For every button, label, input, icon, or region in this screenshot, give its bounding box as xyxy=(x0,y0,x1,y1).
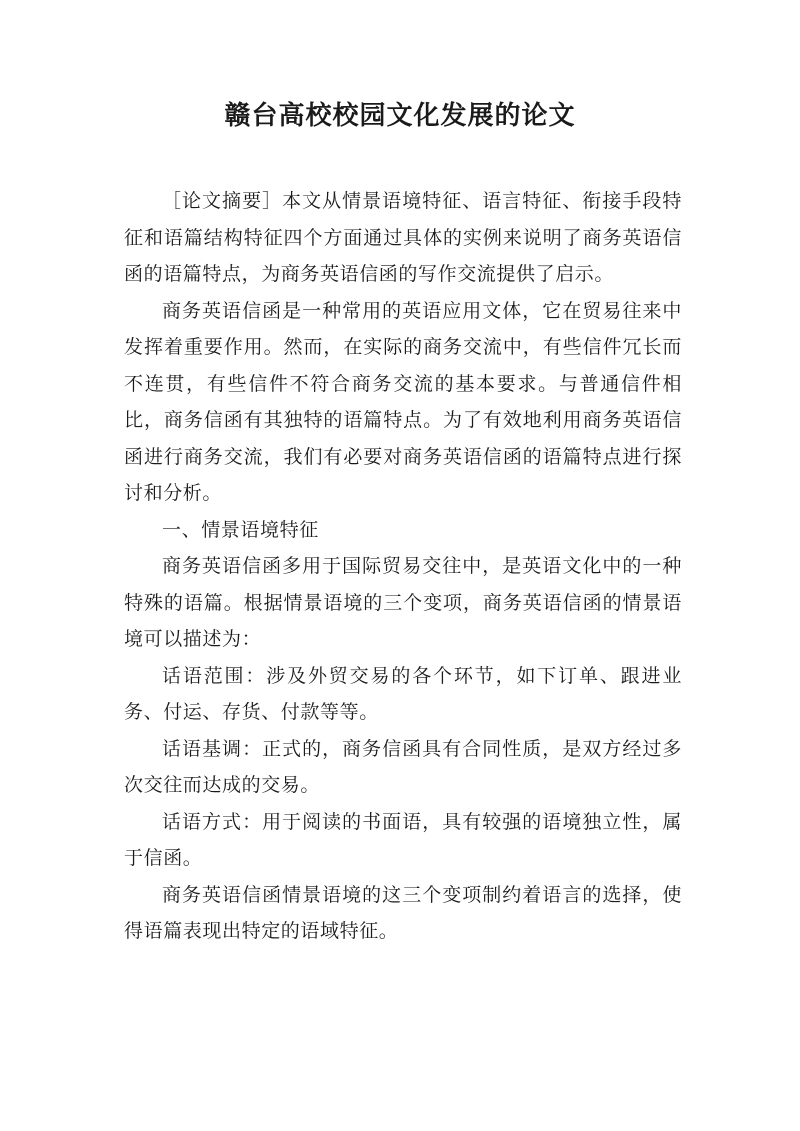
tenor-paragraph: 话语基调：正式的，商务信函具有合同性质，是双方经过多次交往而达成的交易。 xyxy=(124,737,682,796)
abstract-paragraph: ［论文摘要］本文从情景语境特征、语言特征、衔接手段特征和语篇结构特征四个方面通过具体的实例来说明了商务英语信函的语篇特点，为商务英语信函的写作交流提供了启示。 xyxy=(124,190,682,285)
intro-paragraph: 商务英语信函是一种常用的英语应用文体，它在贸易往来中发挥着重要作用。然而，在实际的商务交流中，有些信件冗长而不连贯，有些信件不符合商务交流的基本要求。与普通信件相比，商务信函有其独特的语篇特点。为了有效地利用商务英语信函进行商务交流，我们有必要对商务英语信函的语篇特点进行探讨和分析。 xyxy=(124,299,682,504)
body-paragraph: 商务英语信函多用于国际贸易交往中，是英语文化中的一种特殊的语篇。根据情景语境的三个变项，商务英语信函的情景语境可以描述为： xyxy=(124,555,682,650)
document-body xyxy=(124,183,682,950)
conclusion-paragraph: 商务英语信函情景语境的这三个变项制约着语言的选择，使得语篇表现出特定的语域特征。 xyxy=(124,883,682,942)
mode-paragraph: 话语方式：用于阅读的书面语，具有较强的语境独立性，属于信函。 xyxy=(124,810,682,869)
field-paragraph: 话语范围：涉及外贸交易的各个环节，如下订单、跟进业务、付运、存货、付款等等。 xyxy=(124,664,682,723)
document-title: 赣台高校校园文化发展的论文 xyxy=(224,101,576,131)
section-heading: 一、情景语境特征 xyxy=(162,518,319,541)
